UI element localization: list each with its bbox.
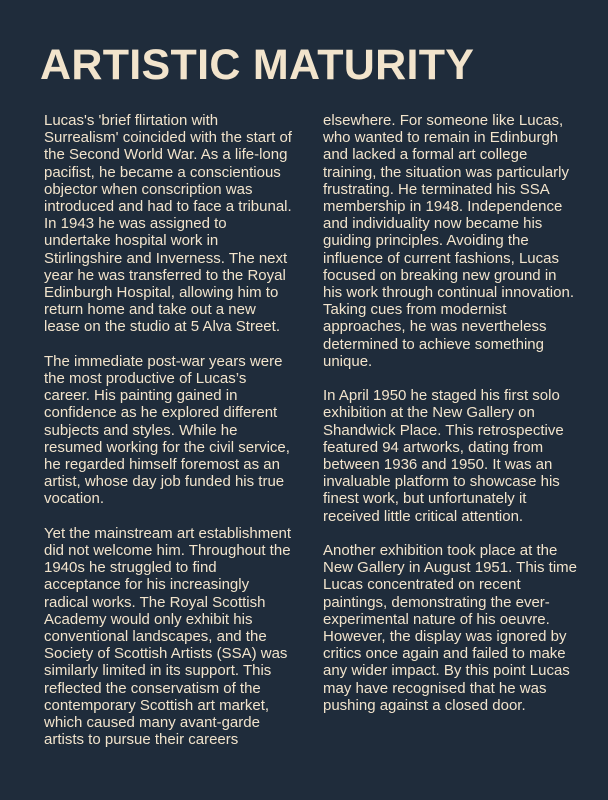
paragraph: In April 1950 he staged his first solo exhibition at the New Gallery on Shandwick Place. This retrospective featured 94 artworks, dating from between 1936 and 1950. It was an invaluable platform to showcase his finest work, but unfortunately it received little critical attention. — [323, 387, 564, 525]
paragraph: Another exhibition took place at the New Gallery in August 1951. This time Lucas concentrated on recent paintings, demonstrating the ever-experimental nature of his oeuvre. However, the display was ignored by critics once again and failed to make any wider impact. By this point Lucas may have recognised that he was pushing against a closed door. — [323, 542, 578, 714]
paragraph: Lucas's 'brief flirtation with Surrealism' coincided with the start of the Second World War. As a life-long pacifist, he became a conscientious objector when conscription was introduced and had to face a tribunal. In 1943 he was assigned to undertake hospital work in Stirlingshire and Inverness. The next year he was transferred to the Royal Edinburgh Hospital, allowing him to return home and take out a new lease on the studio at 5 Alva Street. — [44, 112, 292, 336]
page-title: ARTISTIC MATURITY — [40, 41, 475, 89]
paragraph: The immediate post-war years were the most productive of Lucas’s career. His painting gained in confidence as he explored different subjects and styles. While he resumed working for the civil service, he regarded himself foremost as an artist, whose day job funded his true vocation. — [44, 352, 290, 508]
paragraph: Yet the mainstream art establishment did not welcome him. Throughout the 1940s he struggled to find acceptance for his increasingly radical works. The Royal Scottish Academy would only exhibit his conventional landscapes, and the Society of Scottish Artists (SSA) was similarly limited in its support. This reflected the conservatism of the contemporary Scottish art market, which caused many avant-garde artists to pursue their careers — [44, 524, 292, 749]
paragraph: elsewhere. For someone like Lucas, who wanted to remain in Edinburgh and lacked a formal art college training, the situation was particularly frustrating. He terminated his SSA membership in 1948. Independence and individuality now became his guiding principles. Avoiding the influence of current fashions, Lucas focused on breaking new ground in his work through continual innovation. Taking cues from modernist approaches, he was nevertheless determined to achieve something unique. — [323, 112, 574, 370]
left-text-column — [44, 112, 294, 766]
right-text-column — [323, 112, 578, 731]
